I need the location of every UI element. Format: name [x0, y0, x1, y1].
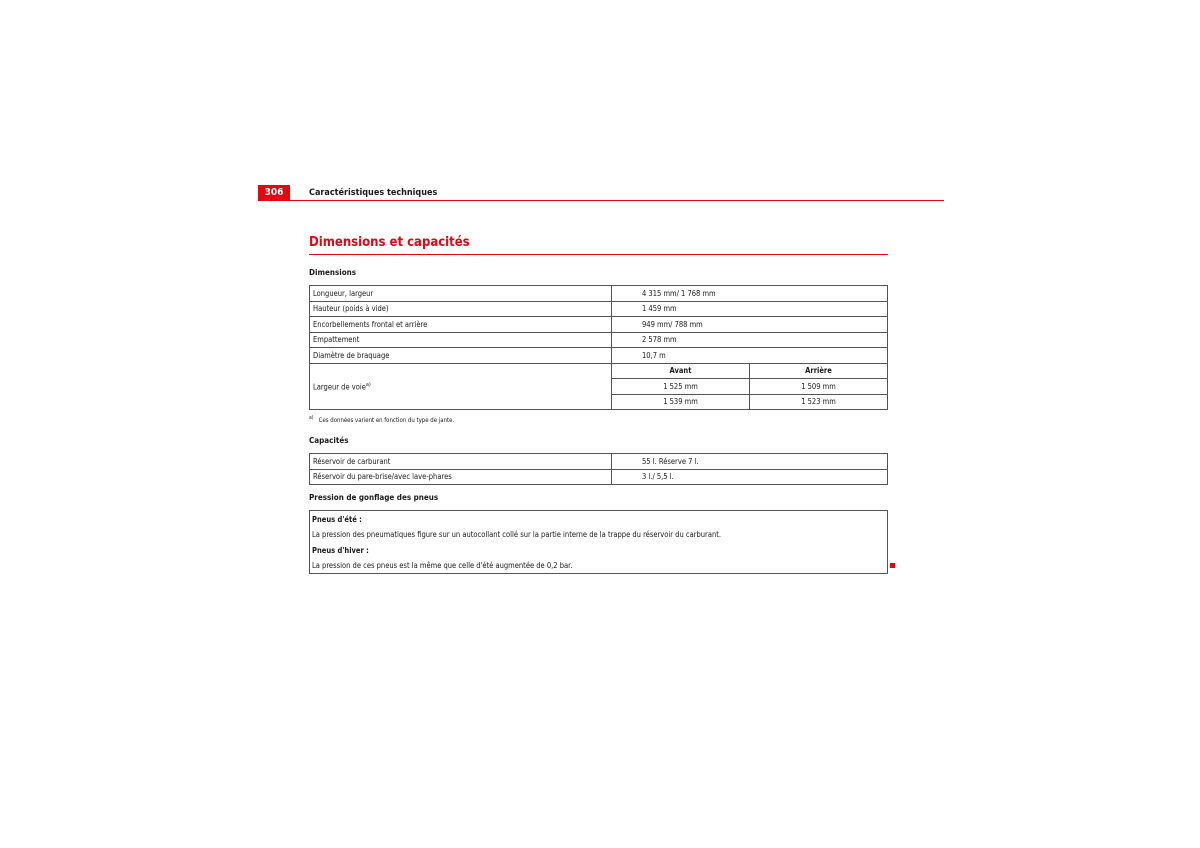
footnote-mark: a) [309, 415, 314, 421]
row-label: Empattement [310, 332, 612, 348]
col-rear-header: Arrière [750, 364, 888, 379]
track-label-text: Largeur de voie [313, 382, 366, 391]
table-row [310, 301, 888, 317]
row-value: 3 l./ 5,5 l. [612, 469, 888, 485]
row-label: Encorbellements frontal et arrière [310, 317, 612, 333]
col-front-header: Avant [612, 364, 750, 379]
row-value: 4 315 mm/ 1 768 mm [612, 286, 888, 302]
chapter-title: Caractéristiques techniques [309, 188, 438, 198]
tyre-pressure-box [309, 510, 888, 574]
table-row [310, 348, 888, 364]
row-label: Hauteur (poids à vide) [310, 301, 612, 317]
track-subtable [612, 364, 887, 410]
tyre-pressure-heading: Pression de gonflage des pneus [309, 493, 439, 502]
row-value: 10,7 m [612, 348, 888, 364]
table-row [310, 286, 888, 302]
row-label: Réservoir du pare-brise/avec lave-phares [310, 469, 612, 485]
track-label [310, 363, 612, 410]
winter-text: La pression de ces pneus est la même que celle d'été augmentée de 0,2 bar. [312, 561, 573, 570]
table-row [310, 454, 888, 470]
row-label: Diamètre de braquage [310, 348, 612, 364]
track-values [612, 363, 888, 410]
rear-value: 1 509 mm [750, 379, 888, 395]
dimensions-heading: Dimensions [309, 268, 357, 277]
footnote-text: Ces données varient en fonction du type de jante. [318, 417, 455, 424]
row-value: 55 l. Réserve 7 l. [612, 454, 888, 470]
table-row [310, 469, 888, 485]
header-rule [258, 200, 944, 201]
capacities-heading: Capacités [309, 436, 349, 445]
track-row [310, 363, 888, 410]
row-value: 2 578 mm [612, 332, 888, 348]
row-label: Réservoir de carburant [310, 454, 612, 470]
row-value: 949 mm/ 788 mm [612, 317, 888, 333]
capacities-table [309, 453, 888, 485]
row-value: 1 459 mm [612, 301, 888, 317]
section-end-marker [890, 563, 895, 568]
page-number: 306 [258, 185, 290, 201]
rear-value: 1 523 mm [750, 394, 888, 409]
section-title: Dimensions et capacités [309, 235, 470, 250]
table-row [310, 317, 888, 333]
summer-text: La pression des pneumatiques figure sur un autocollant collé sur la partie interne de la trappe du réservoir du carburant. [312, 530, 722, 539]
winter-label: Pneus d'hiver : [312, 546, 369, 555]
row-label: Longueur, largeur [310, 286, 612, 302]
footnote-ref: a) [365, 381, 371, 388]
dimensions-table [309, 285, 888, 410]
summer-label: Pneus d'été : [312, 515, 362, 524]
table-row [310, 332, 888, 348]
title-rule [309, 254, 888, 255]
footnote [309, 415, 454, 424]
front-value: 1 539 mm [663, 397, 698, 407]
front-value: 1 525 mm [612, 379, 750, 395]
